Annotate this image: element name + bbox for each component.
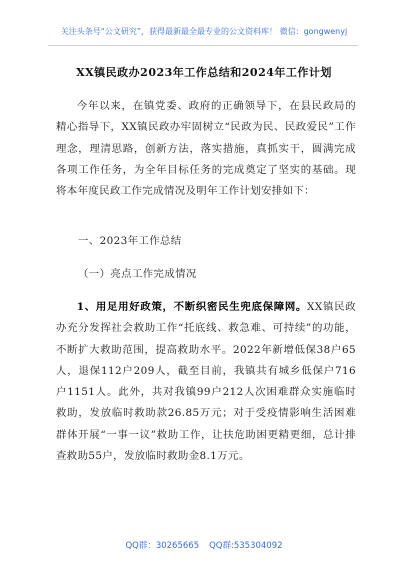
header-divider <box>48 45 358 46</box>
footer-qq-group-2: QQ群:535304092 <box>209 541 283 551</box>
document-title: XX镇民政办2023年工作总结和2024年工作计划 <box>76 66 332 79</box>
policy-lead-sentence: 1、用足用好政策，不断织密民生兜底保障网。 <box>76 301 308 313</box>
section-heading: 一、2023年工作总结 <box>78 235 182 247</box>
promo-header-notice: 关注头条号“公文研究”，获得最新最全最专业的公文资料库！ 微信：gongwenyj <box>60 27 348 36</box>
policy-body-text: XX镇民政办充分发挥社会救助工作“托底线、救急难、可持续”的功能，不断扩大救助范围，提高救助水平。2022年新增低保38户65人，退保112户209人，截至目前，我镇共有城乡低保户716户1151人。此外，共对我镇99户212人次困难群众实施临时救助，发放临时救助款26.85万元；对于受疫情影响生活困难群体开展“一事一议”救助工作，让扶危助困更精更细，总计排查救助55户，发放临时救助金8.1万元。 <box>56 301 356 463</box>
subsection-heading: （一）亮点工作完成情况 <box>78 268 197 280</box>
footer-contact <box>0 541 408 551</box>
footer-qq-group-1: QQ群：30265665 <box>125 541 200 551</box>
intro-paragraph: 今年以来，在镇党委、政府的正确领导下，在县民政局的精心指导下，XX镇民政办牢固树立“民政为民、民政爱民”工作理念，理清思路，创新方法，落实措施，真抓实干，圆满完成各项工作任务，为全年目标任务的完成奠定了坚实的基础。现将本年度民政工作完成情况及明年工作计划安排如下： <box>56 100 356 198</box>
policy-paragraph <box>56 297 356 467</box>
